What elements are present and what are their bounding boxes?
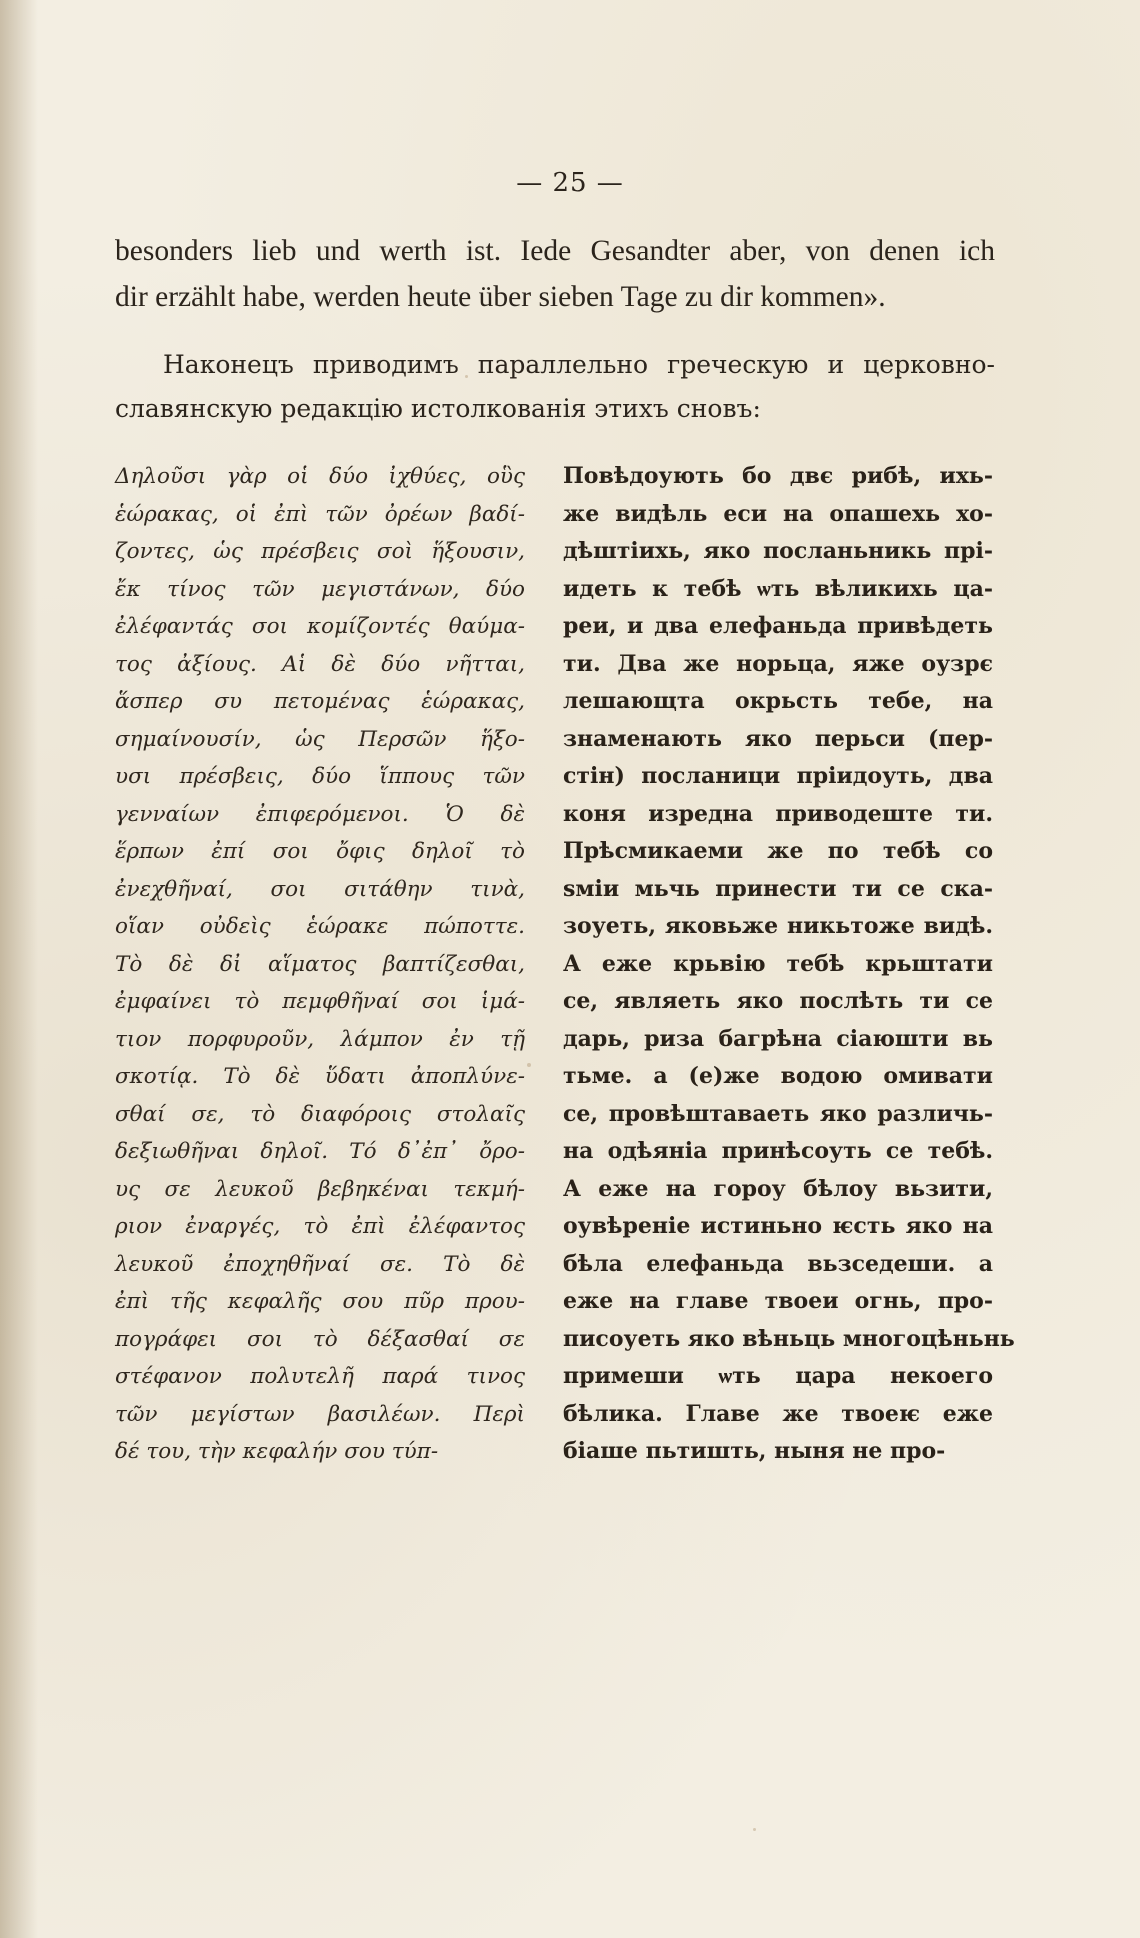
slavonic-line: реи, и два елефаньда привѣдеть [563,613,993,639]
slavonic-line: бѣлика. Главе же твоеѥ еже [563,1400,993,1427]
slavonic-line: оувѣреніе истиньно ѥсть яко на [563,1213,993,1239]
text-line: dir erzählt habe, werden heute über sieben Tage zu dir kommen». [115,281,886,313]
slavonic-line: на одѣяніа принѣсоуть се тебѣ. [563,1138,993,1164]
greek-line: ζοντες, ὡς πρέσβεις σοὶ ἥξουσιν, [115,539,525,564]
text-line: славянскую редакцію истолкованія этихъ сновъ: [115,394,761,423]
greek-line: σημαίνουσίν, ὡς Περσῶν ἥξο- [115,726,525,752]
greek-line: οἵαν οὐδεὶς ἑώρακε πώποττε. [115,914,525,939]
greek-line: στέφανον πολυτελῆ παρά τινος [115,1364,525,1389]
greek-line: δεξιωθῆναι δηλοῖ. Τό δ᾽ἐπ᾽ ὄρο- [115,1139,525,1164]
greek-column [115,458,525,1471]
page-number: — 25 — [516,168,624,198]
slavonic-line: же видѣль еси на опашехь хо- [563,500,993,527]
greek-line: ριον ἐναργές, τὸ ἐπὶ ἐλέφαντος [115,1214,525,1239]
slavonic-line: идеть к тебѣ ѡть вѣликихь ца- [563,575,993,602]
greek-line: ἐμφαίνει τὸ πεμφθῆναί σοι ἱμά- [115,989,525,1014]
text-line: Наконецъ приводимъ параллельно греческую и церковно- [163,350,995,379]
slavonic-line: Повѣдоують бо двє рибѣ, ихь- [563,463,993,489]
slavonic-line: примеши ѡть цара некоего [563,1363,993,1389]
slavonic-line: Прѣсмикаеми же по тебѣ со [563,838,993,864]
slavonic-line: зоуеть, яковьже никьтоже видѣ. [563,913,993,939]
slavonic-line: А еже крьвію тебѣ крьштати [563,950,993,977]
greek-line: σθαί σε, τὸ διαφόροις στολαῖς [115,1101,525,1127]
greek-line: ἔκ τίνος τῶν μεγιστάνων, δύο [115,576,525,602]
greek-line: υσι πρέσβεις, δύο ἵππους τῶν [115,764,525,789]
slavonic-line: ѕміи мьчь принести ти се ска- [563,875,993,902]
greek-line: γενναίων ἐπιφερόμενοι. Ὁ δὲ [115,801,525,827]
greek-line: ἐνεχθῆναί, σοι σιτάθην τινὰ, [115,876,525,902]
greek-line: ἑώρακας, οἱ ἐπὶ τῶν ὀρέων βαδί- [115,501,525,527]
slavonic-line: ти. Два же норьца, яже оузрє [563,650,993,677]
slavonic-line: се, провѣштаваеть яко различь- [563,1100,993,1127]
slavonic-line: лешающта окрьсть тебе, на [563,688,993,714]
greek-line: τιον πορφυροῦν, λάμπον ἐν τῇ [115,1026,525,1052]
greek-line: ἅσπερ συ πετομένας ἑώρακας, [115,689,525,714]
greek-line: λευκοῦ ἐποχηθῆναί σε. Τὸ δὲ [115,1251,525,1277]
slavonic-line: еже на главе твоеи огнь, про- [563,1288,993,1314]
paper-spot [527,1063,531,1067]
greek-line: ἐλέφαντάς σοι κομίζοντές θαύμα- [115,614,525,639]
greek-line: σκοτίᾳ. Τὸ δὲ ὕδατι ἀποπλύνε- [115,1064,525,1089]
greek-line: Τὸ δὲ δἰ αἵματος βαπτίζεσθαι, [115,951,525,977]
greek-line: δέ του, τὴν κεφαλήν σου τύπ- [115,1439,439,1464]
slavonic-line: біаше пьтишть, ныня не про- [563,1438,946,1464]
slavonic-line: А еже на гороу бѣлоу вьзити, [563,1175,993,1202]
slavonic-line: дѣштіихь, яко посланьникь прі- [563,538,993,564]
greek-line: ἕρπων ἐπί σοι ὄφις δηλοῖ τὸ [115,839,525,864]
greek-line: Δηλοῦσι γὰρ οἱ δύο ἰχθύες, οὓς [115,464,525,489]
greek-line: πογράφει σοι τὸ δέξασθαί σε [115,1326,525,1352]
slavonic-line: знаменають яко перьси (пер- [563,725,993,752]
slavonic-line: стін) посланици пріидоуть, два [563,763,993,789]
greek-line: τος ἀξίους. Αἱ δὲ δύο νῆτται, [115,651,525,677]
greek-line: υς σε λευκοῦ βεβηκέναι τεκμή- [115,1176,525,1202]
slavonic-line: коня изредна приводеште ти. [563,800,993,827]
slavonic-line: писоуеть яко вѣньць многоцѣньнь [563,1325,1015,1352]
text-line: besonders lieb und werth ist. Iede Gesandter aber, von denen ich [115,235,995,267]
slavonic-line: бѣла елефаньда вьзседеши. а [563,1250,993,1277]
slavonic-line: тьме. а (е)же водою омивати [563,1063,993,1089]
greek-line: ἐπὶ τῆς κεφαλῆς σου πῦρ πρου- [115,1289,525,1314]
slavonic-line: се, являеть яко послѣть ти се [563,988,993,1014]
slavonic-line: дарь, риза багрѣна сіаюшти вь [563,1025,993,1052]
paper-spot [753,1828,756,1831]
binding-shadow [0,0,38,1938]
greek-line: τῶν μεγίστων βασιλέων. Περὶ [115,1401,525,1427]
russian-intro-paragraph [115,343,995,431]
german-paragraph [115,228,995,320]
slavonic-column [563,458,1015,1471]
